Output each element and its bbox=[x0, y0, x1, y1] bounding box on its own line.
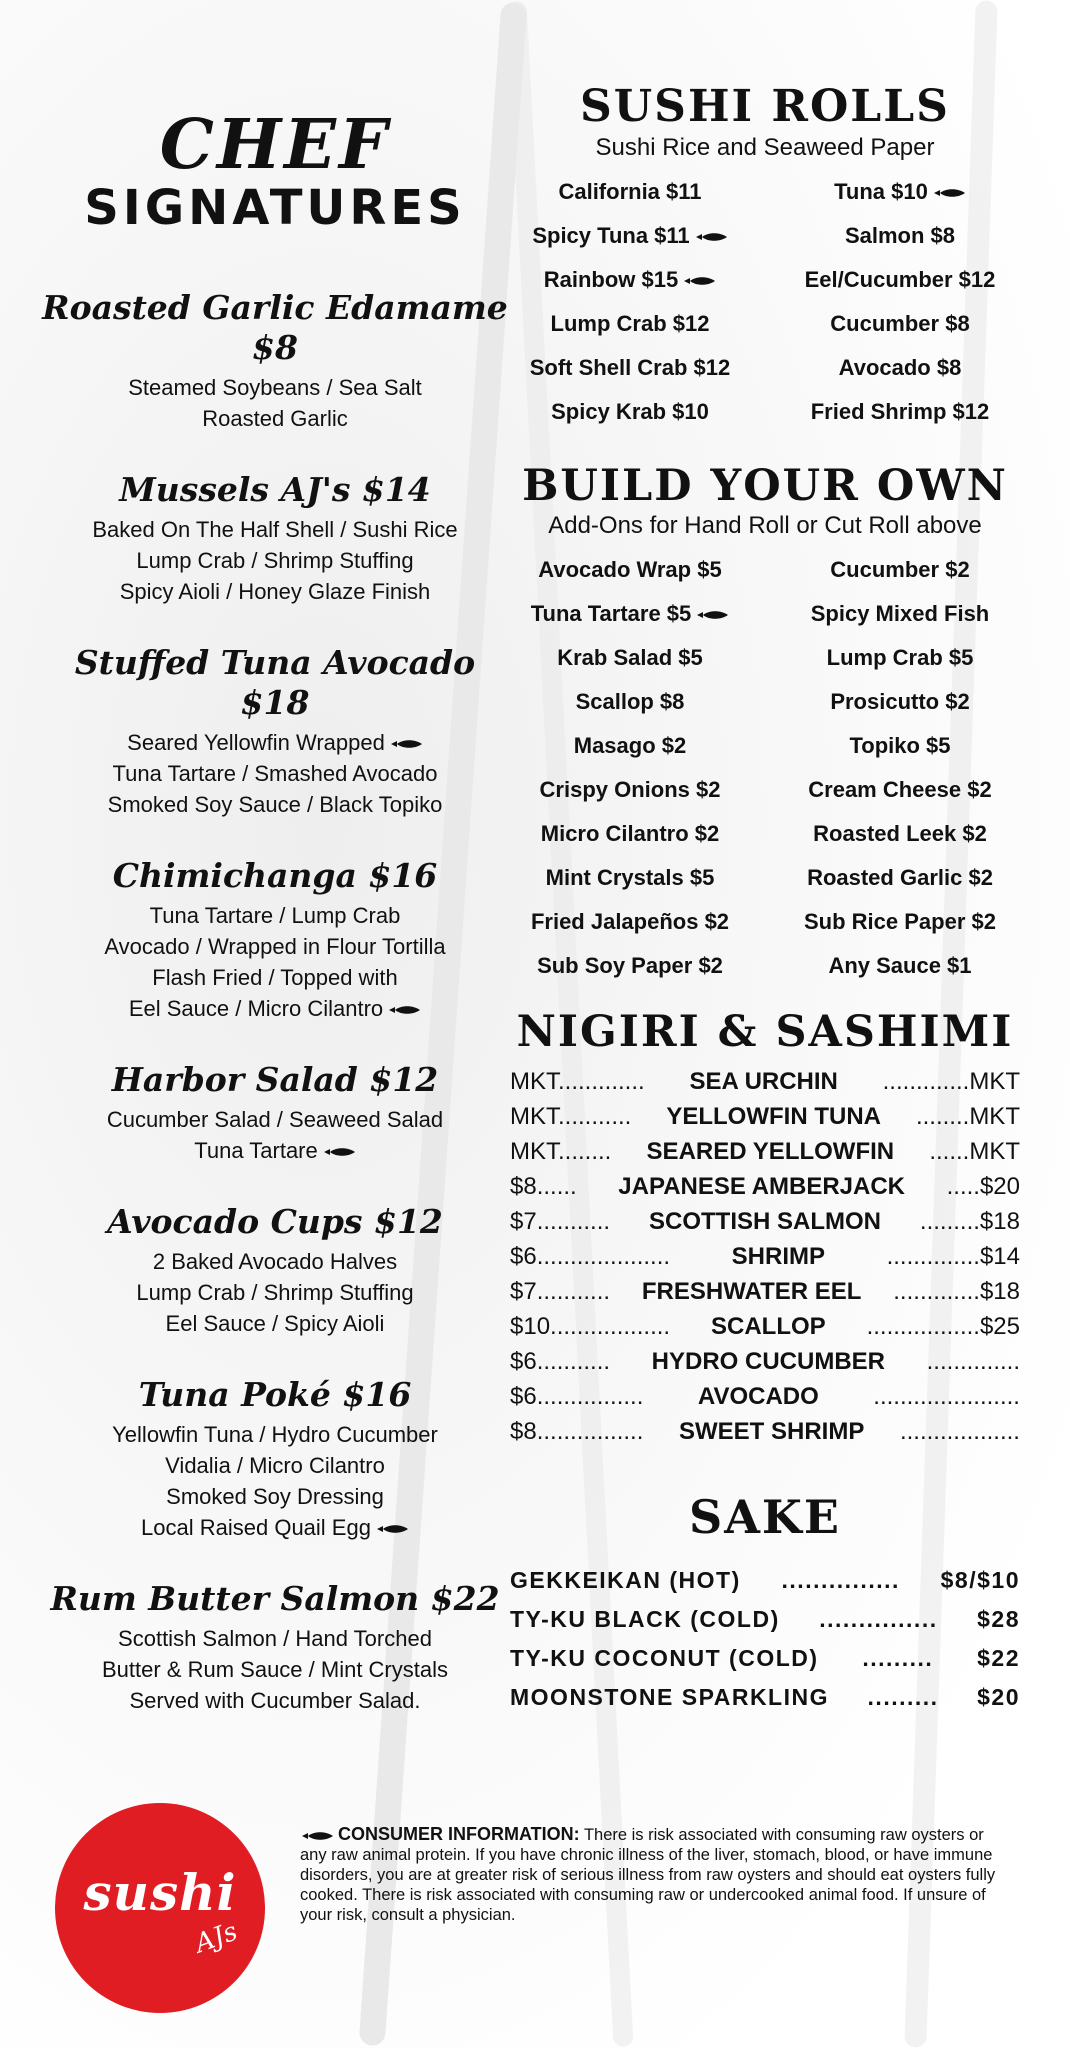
menu-item: Fried Shrimp $12 bbox=[810, 399, 990, 424]
nigiri-list bbox=[500, 1064, 1030, 1449]
nigiri-price-left: MKT........... bbox=[510, 1103, 632, 1130]
nigiri-price-right: .................$25 bbox=[866, 1313, 1020, 1340]
nigiri-sashimi-section bbox=[500, 1004, 1030, 1449]
sake-item bbox=[510, 1678, 1020, 1717]
logo-subtext: AJs bbox=[191, 1916, 242, 1960]
menu-item: Mint Crystals $5 bbox=[545, 865, 715, 890]
nigiri-price-left: $8...... bbox=[510, 1173, 577, 1200]
nigiri-price-right: .................. bbox=[899, 1418, 1020, 1445]
menu-item: Crispy Onions $2 bbox=[539, 777, 721, 802]
nigiri-name: SCALLOP bbox=[711, 1313, 826, 1340]
chef-signatures-section bbox=[40, 105, 510, 1752]
dish-description: Steamed Soybeans / Sea Salt bbox=[128, 375, 422, 400]
section-title-build-your-own: BUILD YOUR OWN bbox=[522, 461, 1008, 511]
dish-description bbox=[40, 993, 510, 1024]
nigiri-price-left: $6.................... bbox=[510, 1243, 671, 1270]
menu-item: Eel/Cucumber $12 bbox=[804, 267, 996, 292]
dish-description: Eel Sauce / Spicy Aioli bbox=[165, 1311, 385, 1336]
menu-item: Sub Rice Paper $2 bbox=[804, 909, 996, 934]
sake-dots: ............... bbox=[781, 1567, 900, 1593]
nigiri-name: AVOCADO bbox=[697, 1383, 819, 1410]
consumer-info-text: There is risk associated with consuming raw oysters or any raw animal protein. If you have chronic illness of the liver, stomach, blood, or have immune disorders, you are at greater risk of serious illness from raw oysters and should eat oysters fully cooked. There is risk associated with consuming raw or undercooked animal food. If unsure of your risk, consult a physician. bbox=[300, 1826, 996, 1924]
raw-fish-icon bbox=[387, 1004, 421, 1016]
sake-price: $20 bbox=[977, 1684, 1020, 1710]
menu-item: Cucumber $2 bbox=[830, 557, 970, 582]
dish-description: Yellowfin Tuna / Hydro Cucumber bbox=[112, 1422, 438, 1447]
dish-item bbox=[40, 1579, 510, 1716]
nigiri-item bbox=[510, 1309, 1020, 1344]
sake-list bbox=[500, 1561, 1030, 1717]
menu-item: Masago $2 bbox=[573, 733, 687, 758]
menu-item: Sub Soy Paper $2 bbox=[537, 953, 723, 978]
nigiri-price-right: ........MKT bbox=[915, 1103, 1020, 1130]
dish-description-text: Tuna Tartare bbox=[194, 1138, 318, 1163]
nigiri-name: YELLOWFIN TUNA bbox=[666, 1103, 881, 1130]
dish-name: Chimichanga $16 bbox=[112, 856, 438, 895]
nigiri-item bbox=[510, 1344, 1020, 1379]
dish-description: Served with Cucumber Salad. bbox=[129, 1688, 421, 1713]
dish-name: Rum Butter Salmon $22 bbox=[50, 1579, 500, 1618]
nigiri-item bbox=[510, 1414, 1020, 1449]
menu-item: Soft Shell Crab $12 bbox=[529, 355, 731, 380]
menu-item: Micro Cilantro $2 bbox=[540, 821, 720, 846]
dish-description: Avocado / Wrapped in Flour Tortilla bbox=[104, 934, 446, 959]
menu-item-text: Tuna $10 bbox=[834, 179, 928, 204]
dish-description: Smoked Soy Sauce / Black Topiko bbox=[107, 792, 443, 817]
dish-description: Roasted Garlic bbox=[202, 406, 348, 431]
nigiri-name: FRESHWATER EEL bbox=[641, 1278, 862, 1305]
logo-text: sushi bbox=[83, 1863, 237, 1922]
nigiri-item bbox=[510, 1204, 1020, 1239]
nigiri-price-left: $7........... bbox=[510, 1208, 611, 1235]
dish-item bbox=[40, 1060, 510, 1166]
nigiri-price-left: $6................ bbox=[510, 1383, 644, 1410]
nigiri-item bbox=[510, 1239, 1020, 1274]
sake-item bbox=[510, 1639, 1020, 1678]
raw-fish-icon bbox=[322, 1146, 356, 1158]
menu-item: Fried Jalapeños $2 bbox=[530, 909, 730, 934]
nigiri-price-right: ...................... bbox=[873, 1383, 1020, 1410]
menu-item: Krab Salad $5 bbox=[557, 645, 703, 670]
menu-item: Avocado Wrap $5 bbox=[538, 557, 722, 582]
sake-name: TY-KU COCONUT (COLD) bbox=[510, 1645, 819, 1671]
dish-item bbox=[40, 1375, 510, 1543]
dish-name: Stuffed Tuna Avocado $18 bbox=[74, 643, 476, 722]
dish-name: Avocado Cups $12 bbox=[107, 1202, 443, 1241]
section-title-nigiri: NIGIRI & SASHIMI bbox=[516, 1007, 1014, 1057]
sake-dots: ......... bbox=[862, 1645, 934, 1671]
menu-item: Spicy Krab $10 bbox=[551, 399, 709, 424]
nigiri-price-right: .............. bbox=[926, 1348, 1020, 1375]
nigiri-price-right: .............MKT bbox=[882, 1068, 1020, 1095]
menu-item: California $11 bbox=[558, 179, 702, 204]
dish-description bbox=[40, 727, 510, 758]
nigiri-name: SEA URCHIN bbox=[689, 1068, 838, 1095]
menu-item: Lump Crab $12 bbox=[550, 311, 710, 336]
menu-item: Cream Cheese $2 bbox=[808, 777, 992, 802]
dish-description-text: Local Raised Quail Egg bbox=[141, 1515, 371, 1540]
menu-item bbox=[500, 214, 760, 258]
nigiri-name: SEARED YELLOWFIN bbox=[646, 1138, 895, 1165]
dish-description: Lump Crab / Shrimp Stuffing bbox=[136, 1280, 414, 1305]
raw-fish-icon bbox=[300, 1830, 334, 1842]
dish-description: Vidalia / Micro Cilantro bbox=[165, 1453, 385, 1478]
menu-item bbox=[770, 170, 1030, 214]
raw-fish-icon bbox=[694, 231, 728, 243]
menu-item: Lump Crab $5 bbox=[826, 645, 974, 670]
menu-item: Spicy Mixed Fish bbox=[810, 601, 990, 626]
dish-description-text: Seared Yellowfin Wrapped bbox=[127, 730, 385, 755]
dish-name: Harbor Salad $12 bbox=[111, 1060, 439, 1099]
sake-price: $8/$10 bbox=[940, 1567, 1020, 1593]
dish-description: 2 Baked Avocado Halves bbox=[152, 1249, 398, 1274]
menu-item bbox=[500, 258, 760, 302]
section-subtitle: Sushi Rice and Seaweed Paper bbox=[595, 134, 935, 161]
menu-item: Any Sauce $1 bbox=[828, 953, 972, 978]
nigiri-price-right: .........$18 bbox=[919, 1208, 1020, 1235]
dish-description: Lump Crab / Shrimp Stuffing bbox=[136, 548, 414, 573]
dish-description bbox=[40, 1512, 510, 1543]
raw-fish-icon bbox=[389, 738, 423, 750]
menu-item: Prosicutto $2 bbox=[830, 689, 970, 714]
sushi-rolls-section bbox=[500, 82, 1030, 434]
menu-item: Topiko $5 bbox=[849, 733, 951, 758]
consumer-info-label: CONSUMER INFORMATION: bbox=[338, 1824, 580, 1844]
nigiri-price-left: MKT........ bbox=[510, 1138, 612, 1165]
dish-description: Scottish Salmon / Hand Torched bbox=[118, 1626, 432, 1651]
sushi-rolls-list bbox=[500, 170, 1030, 434]
dish-description: Tuna Tartare / Smashed Avocado bbox=[112, 761, 438, 786]
dish-item bbox=[40, 856, 510, 1024]
nigiri-name: HYDRO CUCUMBER bbox=[651, 1348, 886, 1375]
section-title-sake: SAKE bbox=[689, 1490, 841, 1544]
dish-description bbox=[40, 1135, 510, 1166]
sake-section bbox=[500, 1489, 1030, 1717]
nigiri-item bbox=[510, 1099, 1020, 1134]
sake-price: $22 bbox=[977, 1645, 1020, 1671]
sake-name: GEKKEIKAN (HOT) bbox=[510, 1567, 741, 1593]
raw-fish-icon bbox=[375, 1523, 409, 1535]
nigiri-item bbox=[510, 1134, 1020, 1169]
menu-item: Scallop $8 bbox=[575, 689, 685, 714]
nigiri-item bbox=[510, 1169, 1020, 1204]
dish-name: Tuna Poké $16 bbox=[138, 1375, 412, 1414]
nigiri-price-left: $8................ bbox=[510, 1418, 644, 1445]
nigiri-price-right: .....$20 bbox=[946, 1173, 1020, 1200]
menu-item-text: Spicy Tuna $11 bbox=[532, 223, 690, 248]
dish-description: Flash Fried / Topped with bbox=[152, 965, 398, 990]
dish-description-text: Eel Sauce / Micro Cilantro bbox=[128, 996, 384, 1021]
menu-item: Avocado $8 bbox=[838, 355, 962, 380]
consumer-information bbox=[300, 1824, 1010, 1925]
dish-description: Spicy Aioli / Honey Glaze Finish bbox=[119, 579, 431, 604]
sake-name: MOONSTONE SPARKLING bbox=[510, 1684, 829, 1710]
nigiri-item bbox=[510, 1379, 1020, 1414]
raw-fish-icon bbox=[695, 609, 729, 621]
dish-item bbox=[40, 1202, 510, 1339]
nigiri-name: SHRIMP bbox=[731, 1243, 825, 1270]
dish-item bbox=[40, 470, 510, 607]
dish-description: Butter & Rum Sauce / Mint Crystals bbox=[102, 1657, 448, 1682]
dish-description: Tuna Tartare / Lump Crab bbox=[149, 903, 401, 928]
nigiri-name: SWEET SHRIMP bbox=[679, 1418, 865, 1445]
nigiri-item bbox=[510, 1064, 1020, 1099]
menu-item: Cucumber $8 bbox=[830, 311, 970, 336]
sake-dots: ......... bbox=[867, 1684, 939, 1710]
nigiri-item bbox=[510, 1274, 1020, 1309]
sake-dots: ............... bbox=[819, 1606, 938, 1632]
dish-description: Smoked Soy Dressing bbox=[166, 1484, 384, 1509]
build-your-own-section bbox=[500, 462, 1030, 988]
sake-price: $28 bbox=[977, 1606, 1020, 1632]
menu-item: Roasted Leek $2 bbox=[813, 821, 987, 846]
nigiri-price-right: ..............$14 bbox=[886, 1243, 1020, 1270]
menu-item bbox=[500, 592, 760, 636]
section-title-sushi-rolls: SUSHI ROLLS bbox=[580, 81, 950, 132]
dish-description: Cucumber Salad / Seaweed Salad bbox=[106, 1107, 444, 1132]
menu-item: Roasted Garlic $2 bbox=[807, 865, 993, 890]
section-subtitle: Add-Ons for Hand Roll or Cut Roll above bbox=[548, 512, 982, 539]
nigiri-price-left: $10.................. bbox=[510, 1313, 671, 1340]
nigiri-price-right: ......MKT bbox=[929, 1138, 1020, 1165]
menu-item-text: Tuna Tartare $5 bbox=[530, 601, 692, 626]
raw-fish-icon bbox=[682, 275, 716, 287]
nigiri-price-right: .............$18 bbox=[893, 1278, 1020, 1305]
dish-description: Baked On The Half Shell / Sushi Rice bbox=[92, 517, 458, 542]
nigiri-price-left: $6........... bbox=[510, 1348, 611, 1375]
section-title-signatures: SIGNATURES bbox=[84, 180, 466, 236]
menu-item-text: Rainbow $15 bbox=[543, 267, 679, 292]
dish-item bbox=[40, 288, 510, 434]
dish-name: Roasted Garlic Edamame $8 bbox=[42, 288, 508, 367]
sake-item bbox=[510, 1600, 1020, 1639]
right-column bbox=[500, 82, 1030, 1717]
section-title-chef: CHEF bbox=[159, 105, 391, 185]
sake-item bbox=[510, 1561, 1020, 1600]
nigiri-price-left: MKT............. bbox=[510, 1068, 645, 1095]
dish-name: Mussels AJ's $14 bbox=[119, 470, 431, 509]
menu-item: Salmon $8 bbox=[844, 223, 956, 248]
nigiri-name: JAPANESE AMBERJACK bbox=[618, 1173, 906, 1200]
raw-fish-icon bbox=[932, 187, 966, 199]
sushi-ajs-logo bbox=[55, 1803, 265, 2013]
nigiri-name: SCOTTISH SALMON bbox=[648, 1208, 881, 1235]
build-your-own-list bbox=[500, 548, 1030, 988]
nigiri-price-left: $7........... bbox=[510, 1278, 611, 1305]
dish-item bbox=[40, 643, 510, 820]
sake-name: TY-KU BLACK (COLD) bbox=[510, 1606, 780, 1632]
